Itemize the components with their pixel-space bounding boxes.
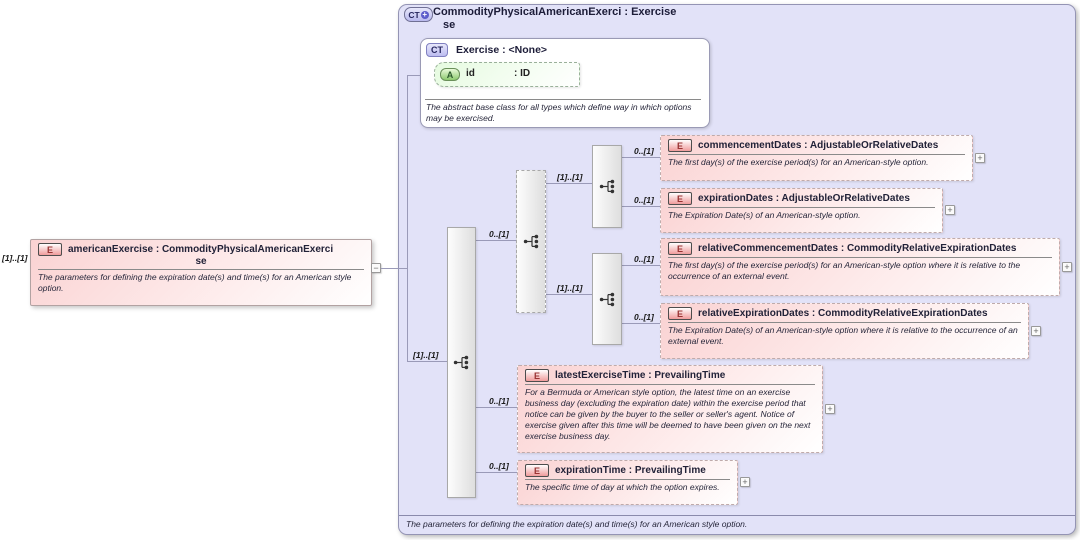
element-expirationDates[interactable] bbox=[660, 188, 943, 233]
sequence-compositor[interactable] bbox=[447, 227, 476, 498]
expand-button[interactable]: + bbox=[945, 205, 955, 215]
base-type-title: Exercise : <None> bbox=[456, 44, 548, 56]
complex-type-annotation: The parameters for defining the expiration date(s) and time(s) for an American style option. bbox=[399, 515, 1075, 534]
base-type-description: The abstract base class for all types which define way in which options may be exercised. bbox=[426, 102, 692, 123]
choice-compositor[interactable] bbox=[516, 170, 546, 313]
connector-line bbox=[407, 75, 420, 76]
expand-button[interactable]: + bbox=[825, 404, 835, 414]
element-relativeExpirationDates[interactable] bbox=[660, 303, 1029, 359]
element-header bbox=[525, 369, 815, 382]
element-header bbox=[38, 243, 364, 256]
element-badge: E bbox=[525, 369, 549, 382]
element-header bbox=[525, 464, 730, 477]
expand-button[interactable]: + bbox=[1031, 326, 1041, 336]
connector-line bbox=[622, 206, 660, 207]
element-cardinality: 0..[1] bbox=[634, 312, 654, 322]
element-cardinality: 0..[1] bbox=[634, 195, 654, 205]
complex-type-badge: CT bbox=[426, 43, 448, 57]
element-americanExercise[interactable] bbox=[30, 239, 372, 306]
element-title-line1: americanExercise : CommodityPhysicalAmericanExerci bbox=[68, 244, 334, 255]
element-description: The parameters for defining the expiration date(s) and time(s) for an American style option. bbox=[38, 272, 352, 293]
element-cardinality: 0..[1] bbox=[489, 396, 509, 406]
element-description: The Expiration Date(s) of an American-style option where it is relative to the occurrence of an external event. bbox=[668, 325, 1018, 346]
element-latestExerciseTime[interactable] bbox=[517, 365, 823, 453]
complex-type-title-line2: se bbox=[443, 19, 456, 31]
element-badge: E bbox=[668, 139, 692, 152]
element-title: commencementDates : AdjustableOrRelativeDates bbox=[698, 140, 939, 151]
expand-button[interactable]: + bbox=[740, 477, 750, 487]
sequence-compositor-bottom[interactable] bbox=[592, 253, 622, 345]
element-badge: E bbox=[525, 464, 549, 477]
attribute-name: id bbox=[466, 68, 475, 79]
complex-type-badge-label: CT bbox=[408, 9, 420, 20]
sequence-cardinality: [1]..[1] bbox=[413, 350, 439, 360]
sequence-compositor-top[interactable] bbox=[592, 145, 622, 228]
element-relativeCommencementDates[interactable] bbox=[660, 238, 1060, 296]
element-badge: E bbox=[668, 242, 692, 255]
element-badge: E bbox=[38, 243, 62, 256]
element-description: The specific time of day at which the option expires. bbox=[525, 482, 720, 492]
expand-button[interactable]: + bbox=[975, 153, 985, 163]
sequence-icon bbox=[453, 355, 470, 370]
element-cardinality: 0..[1] bbox=[634, 146, 654, 156]
connector-line bbox=[622, 265, 660, 266]
element-description: The first day(s) of the exercise period(s) for an American-style option. bbox=[668, 157, 929, 167]
element-header bbox=[668, 139, 965, 152]
element-title: expirationDates : AdjustableOrRelativeDates bbox=[698, 193, 910, 204]
sequence-icon bbox=[599, 179, 616, 194]
derived-type-plus-icon: + bbox=[422, 9, 427, 19]
element-cardinality: 0..[1] bbox=[489, 461, 509, 471]
sequence-icon bbox=[599, 292, 616, 307]
root-cardinality: [1]..[1] bbox=[2, 253, 28, 263]
attribute-badge: A bbox=[440, 68, 460, 81]
connector-line bbox=[546, 294, 592, 295]
element-description: The first day(s) of the exercise period(s) for an American-style option where it is relative to the occurrence of an external event. bbox=[668, 260, 1021, 281]
sequence-top-cardinality: [1]..[1] bbox=[557, 172, 583, 182]
element-title: expirationTime : PrevailingTime bbox=[555, 465, 706, 476]
connector-line bbox=[476, 240, 516, 241]
complex-type-title bbox=[433, 6, 733, 32]
element-title: latestExerciseTime : PrevailingTime bbox=[555, 370, 726, 381]
connector-line bbox=[407, 75, 408, 362]
element-header bbox=[668, 307, 1021, 320]
element-badge: E bbox=[668, 307, 692, 320]
complex-type-title-line1: CommodityPhysicalAmericanExerci : Exercise bbox=[433, 6, 677, 18]
collapse-button[interactable]: − bbox=[371, 263, 381, 273]
connector-line bbox=[381, 268, 407, 269]
element-description: The Expiration Date(s) of an American-style option. bbox=[668, 210, 861, 220]
element-badge: E bbox=[668, 192, 692, 205]
separator bbox=[425, 99, 701, 100]
element-title-line2: se bbox=[195, 256, 207, 267]
attribute-type: : ID bbox=[514, 68, 531, 79]
element-title: relativeExpirationDates : CommodityRelativeExpirationDates bbox=[698, 308, 988, 319]
element-commencementDates[interactable] bbox=[660, 135, 973, 181]
connector-line bbox=[476, 407, 517, 408]
element-header bbox=[668, 242, 1052, 255]
connector-line bbox=[546, 183, 592, 184]
complex-type-plus-icon bbox=[404, 7, 433, 22]
connector-line bbox=[476, 472, 517, 473]
choice-icon bbox=[523, 234, 540, 249]
connector-line bbox=[407, 361, 447, 362]
element-description: For a Bermuda or American style option, the latest time on an exercise business day (excluding the expiration date) within the exercise period that notice can be given by the buyer to the seller or seller's agent. Notice of exercise given after this time will be deemed to have been given on the next exercise business day. bbox=[525, 387, 811, 441]
connector-line bbox=[622, 323, 660, 324]
base-type-header bbox=[426, 43, 547, 57]
element-cardinality: 0..[1] bbox=[634, 254, 654, 264]
expand-button[interactable]: + bbox=[1062, 262, 1072, 272]
sequence-bottom-cardinality: [1]..[1] bbox=[557, 283, 583, 293]
connector-line bbox=[622, 157, 660, 158]
element-title: relativeCommencementDates : CommodityRelativeExpirationDates bbox=[698, 243, 1017, 254]
choice-cardinality: 0..[1] bbox=[489, 229, 509, 239]
element-header bbox=[668, 192, 935, 205]
element-expirationTime[interactable] bbox=[517, 460, 738, 505]
